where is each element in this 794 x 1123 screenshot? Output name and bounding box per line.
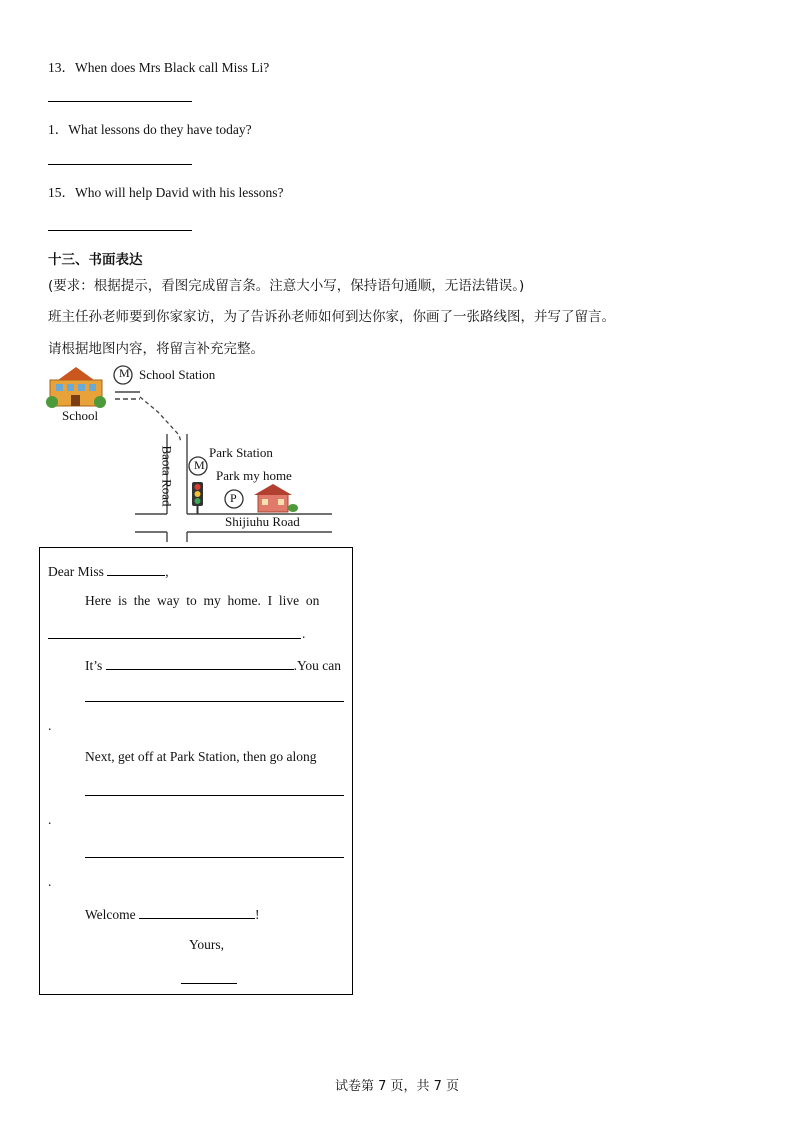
page-footer: 试卷第 7 页，共 7 页 (334, 1079, 460, 1094)
question-15: 15．Who will help David with his lessons? (48, 185, 284, 200)
parking-symbol: P (230, 491, 237, 505)
its-text: It’s (85, 658, 103, 673)
school-metro-symbol: M (119, 366, 130, 380)
section-prompt-1: 班主任孙老师要到你家家访，为了告诉孙老师如何到达你家，你画了一张路线图，并写了留言。 (48, 309, 615, 325)
address-blank[interactable] (48, 638, 301, 639)
letter-its-row (85, 656, 341, 674)
signature-blank[interactable] (181, 983, 237, 984)
route-map-drawing (40, 362, 350, 544)
transport-blank[interactable] (85, 701, 344, 702)
greeting-comma: , (165, 564, 169, 579)
traffic-light-icon (192, 482, 203, 514)
answer-line-14[interactable] (48, 164, 192, 165)
school-label: School (62, 408, 99, 423)
letter-box (39, 547, 353, 995)
letter-greeting-row (48, 562, 169, 580)
you-can-text: .You can (293, 658, 342, 673)
section-title: 十三、书面表达 (48, 252, 143, 268)
welcome-blank[interactable] (139, 905, 255, 919)
answer-line-15[interactable] (48, 230, 192, 231)
school-station-label: School Station (139, 367, 216, 382)
road-blank[interactable] (85, 795, 344, 796)
section-prompt-2: 请根据地图内容，将留言补充完整。 (48, 341, 264, 357)
welcome-text: Welcome (85, 907, 136, 922)
letter-next-line: Next, get off at Park Station, then go along (85, 749, 317, 764)
route-map (40, 362, 350, 544)
school-building-icon (46, 367, 106, 408)
answer-line-13[interactable] (48, 101, 192, 102)
period-2: . (48, 718, 52, 733)
distance-blank[interactable] (106, 656, 294, 670)
period-4: . (48, 874, 52, 889)
park-station-label: Park Station (209, 445, 273, 460)
welcome-exclaim: ! (255, 907, 260, 922)
period-3: . (48, 812, 52, 827)
home-house-icon (254, 484, 298, 512)
letter-yours: Yours, (189, 937, 225, 952)
question-14: 1．What lessons do they have today? (48, 122, 252, 137)
baota-road-label: Baota Road (159, 445, 175, 507)
section-requirement: (要求：根据提示，看图完成留言条。注意大小写，保持语句通顺，无语法错误。) (48, 278, 525, 294)
teacher-name-blank[interactable] (107, 562, 165, 576)
greeting-text: Dear Miss (48, 564, 104, 579)
shijiuhu-road-label: Shijiuhu Road (225, 514, 300, 529)
question-13: 13．When does Mrs Black call Miss Li? (48, 60, 270, 75)
letter-welcome-row (85, 905, 260, 923)
period-1: . (302, 626, 306, 641)
direction-blank[interactable] (85, 857, 344, 858)
park-metro-symbol: M (194, 458, 205, 472)
letter-line-1: Here is the way to my home. I live on (85, 593, 320, 608)
park-home-label: Park my home (216, 468, 292, 483)
